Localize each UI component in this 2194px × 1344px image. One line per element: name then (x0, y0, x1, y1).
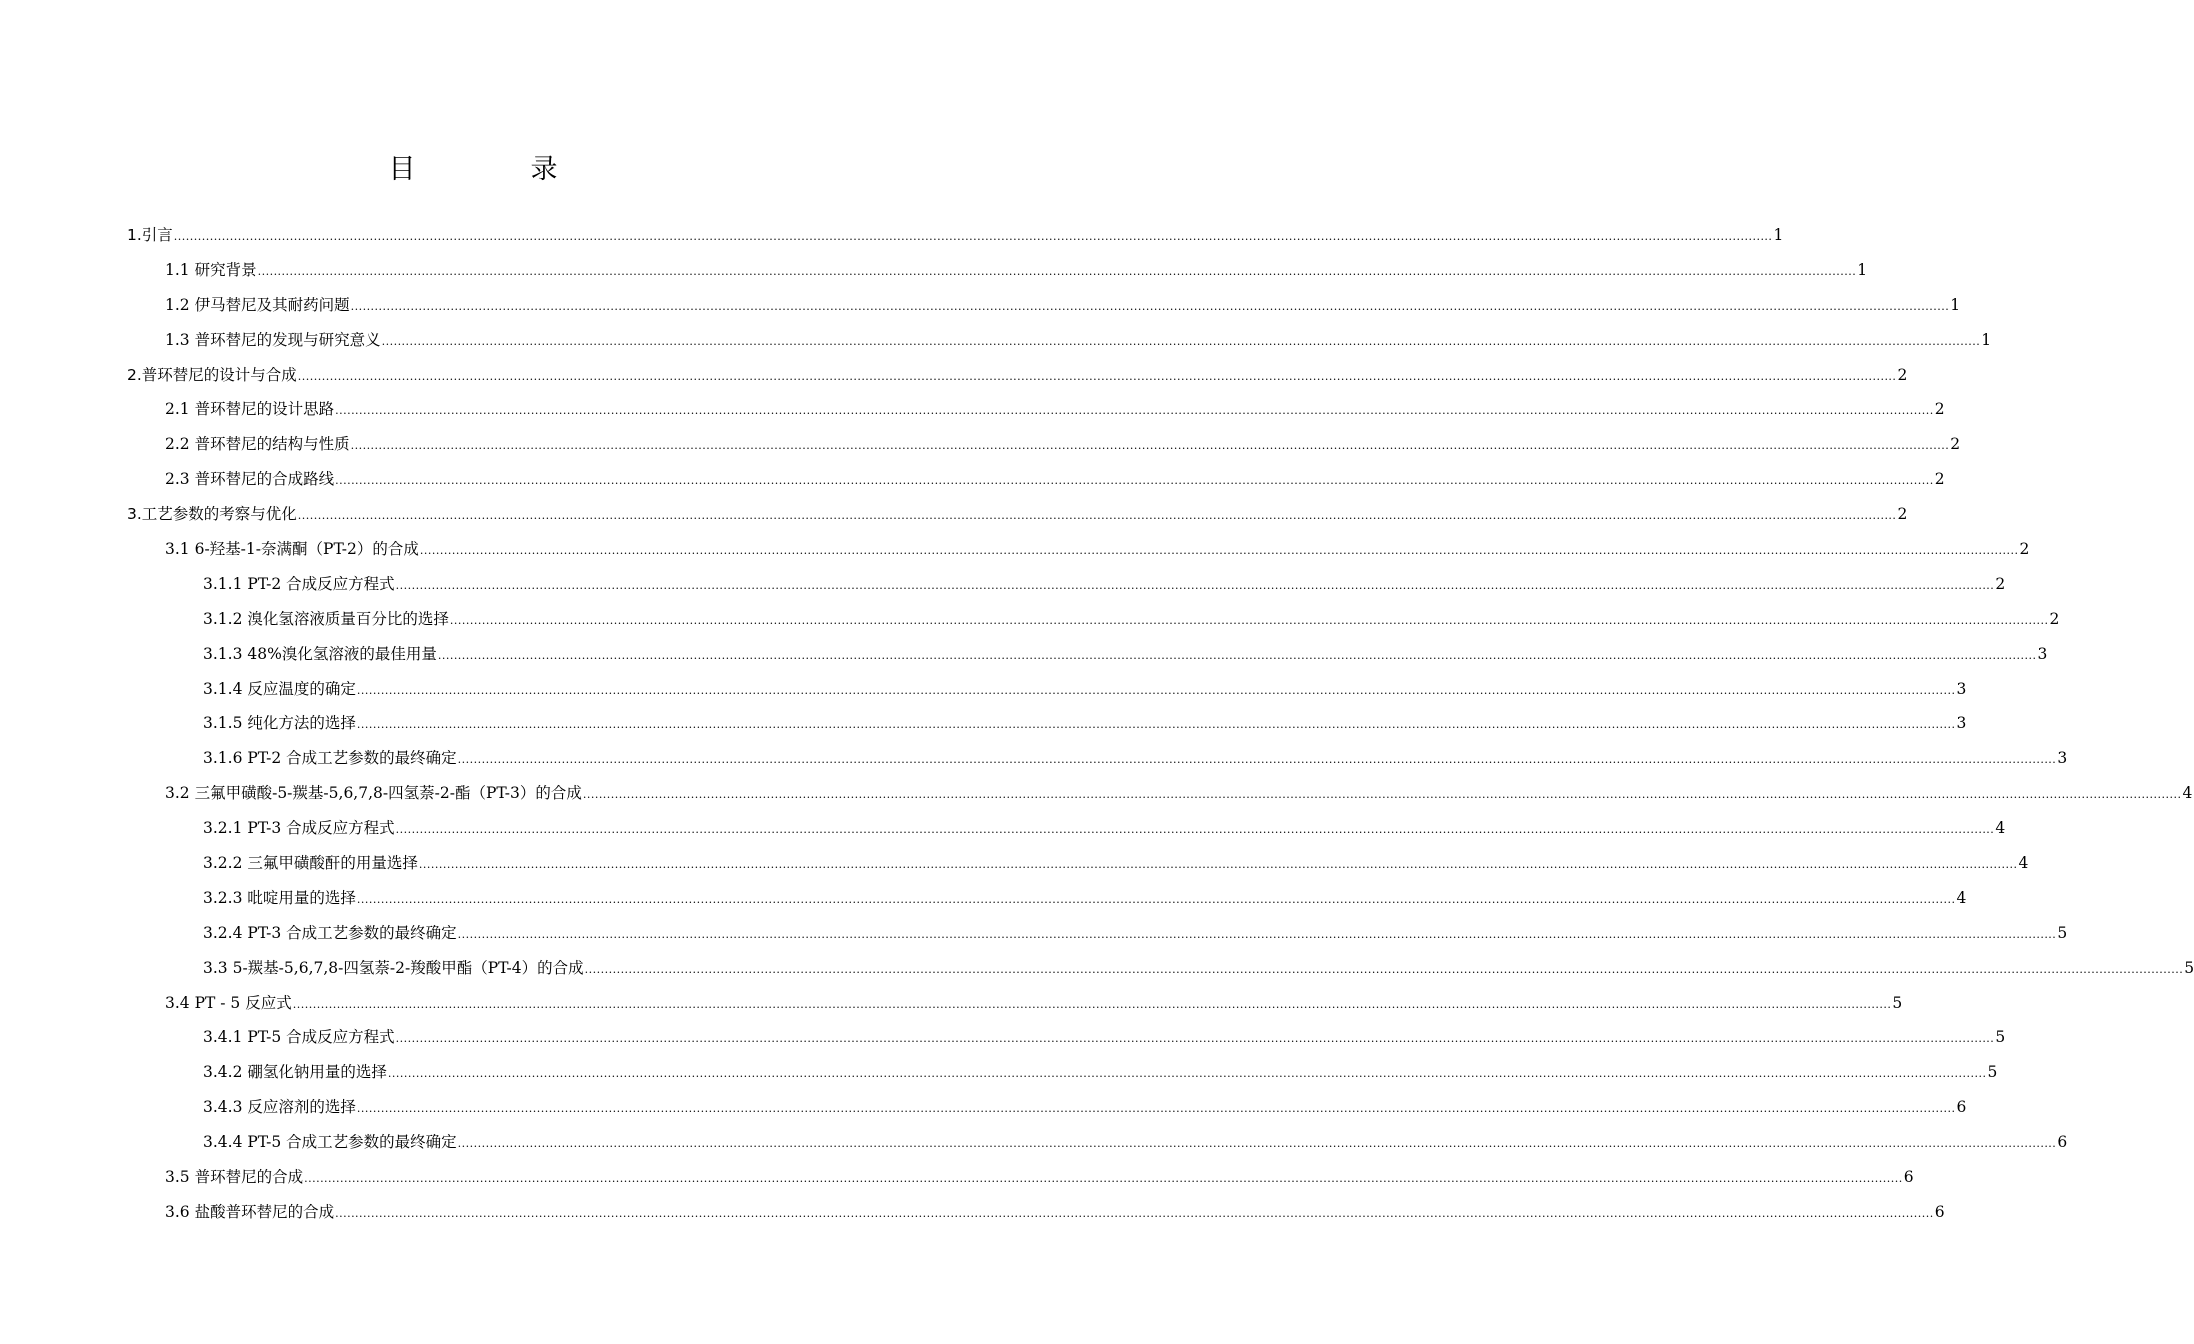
toc-entry[interactable] (127, 253, 1868, 288)
toc-page-number: 3 (1956, 679, 1967, 698)
toc-entry-title: 3.1.3 48%溴化氢溶液的最佳用量 (203, 644, 437, 663)
toc-entry[interactable] (127, 1055, 1998, 1090)
toc-dot-leader: ................................................................................................................................................................................................................................................................................................................................................................................................................ (437, 648, 2037, 662)
toc-page-number: 4 (2018, 854, 2029, 873)
toc-page-number: 1 (1981, 330, 1992, 349)
toc-dot-leader: ................................................................................................................................................................................................................................................................................................................................................................................................................ (335, 474, 1934, 488)
toc-entry-title: 3.2.4 PT-3 合成工艺参数的最终确定 (203, 923, 457, 942)
toc-entry-title: 2.普环替尼的设计与合成 (127, 365, 297, 384)
toc-entry-title: 2.2 普环替尼的结构与性质 (165, 435, 350, 454)
toc-dot-leader: ................................................................................................................................................................................................................................................................................................................................................................................................................ (418, 858, 2018, 872)
toc-entry-title: 2.3 普环替尼的合成路线 (165, 470, 335, 489)
toc-entry[interactable] (127, 846, 2029, 881)
toc-page-number: 4 (1995, 819, 2006, 838)
toc-page-number: 5 (1995, 1028, 2006, 1047)
toc-entry-title: 3.1.4 反应温度的确定 (203, 679, 356, 698)
page-title: 目 录 (388, 154, 602, 185)
toc-entry-title: 3.2 三氟甲磺酸-5-羰基-5,6,7,8-四氢萘-2-酯（PT-3）的合成 (165, 784, 582, 803)
toc-entry-title: 3.4.4 PT-5 合成工艺参数的最终确定 (203, 1133, 457, 1152)
toc-entry-title: 3.4.2 硼氢化钠用量的选择 (203, 1063, 387, 1082)
toc-entry[interactable] (127, 218, 1784, 253)
toc-dot-leader: ................................................................................................................................................................................................................................................................................................................................................................................................................ (350, 299, 1950, 313)
toc-dot-leader: ................................................................................................................................................................................................................................................................................................................................................................................................................ (304, 1172, 1903, 1186)
toc-entry[interactable] (127, 1195, 1945, 1230)
toc-entry[interactable] (127, 288, 1961, 323)
toc-entry[interactable] (127, 427, 1961, 462)
toc-entry[interactable] (127, 776, 2193, 811)
toc-dot-leader: ................................................................................................................................................................................................................................................................................................................................................................................................................ (292, 997, 1892, 1011)
toc-page-number: 6 (1956, 1098, 1967, 1117)
toc-entry[interactable] (127, 706, 1967, 741)
toc-dot-leader: ................................................................................................................................................................................................................................................................................................................................................................................................................ (582, 788, 2182, 802)
toc-dot-leader: ................................................................................................................................................................................................................................................................................................................................................................................................................ (356, 892, 1956, 906)
toc-dot-leader: ................................................................................................................................................................................................................................................................................................................................................................................................................ (335, 1206, 1934, 1220)
toc-entry-title: 3.1 6-羟基-1-奈满酮（PT-2）的合成 (165, 540, 419, 559)
toc-dot-leader: ................................................................................................................................................................................................................................................................................................................................................................................................................ (457, 753, 2057, 767)
toc-entry[interactable] (127, 986, 1903, 1021)
toc-entry-title: 3.6 盐酸普环替尼的合成 (165, 1202, 335, 1221)
toc-entry-title: 3.4 PT - 5 反应式 (165, 993, 292, 1012)
toc-entry[interactable] (127, 811, 2006, 846)
toc-entry-title: 3.4.3 反应溶剂的选择 (203, 1098, 356, 1117)
toc-page-number: 3 (2057, 749, 2068, 768)
toc-page-number: 2 (1934, 470, 1945, 489)
toc-page-number: 5 (2057, 923, 2068, 942)
toc-page-number: 5 (1987, 1063, 1998, 1082)
toc-entry[interactable] (127, 358, 1908, 393)
toc-dot-leader: ................................................................................................................................................................................................................................................................................................................................................................................................................ (297, 369, 1897, 383)
toc-entry[interactable] (127, 672, 1967, 707)
toc-entry-title: 3.1.5 纯化方法的选择 (203, 714, 356, 733)
toc-page-number: 2 (1995, 574, 2006, 593)
toc-page-number: 2 (1934, 400, 1945, 419)
toc-entry-title: 3.5 普环替尼的合成 (165, 1168, 304, 1187)
toc-entry[interactable] (127, 1090, 1967, 1125)
toc-dot-leader: ................................................................................................................................................................................................................................................................................................................................................................................................................ (356, 683, 1956, 697)
toc-entry-title: 1.引言 (127, 226, 173, 244)
toc-page-number: 3 (2037, 644, 2048, 663)
toc-list (127, 218, 2194, 1230)
toc-page-number: 1 (1773, 226, 1784, 244)
toc-entry[interactable] (127, 1125, 2068, 1160)
toc-entry-title: 3.3 5-羰基-5,6,7,8-四氢萘-2-羧酸甲酯（PT-4）的合成 (203, 958, 584, 977)
toc-dot-leader: ................................................................................................................................................................................................................................................................................................................................................................................................................ (395, 823, 1995, 837)
toc-entry[interactable] (127, 951, 2194, 986)
toc-entry[interactable] (127, 741, 2068, 776)
toc-entry-title: 3.1.6 PT-2 合成工艺参数的最终确定 (203, 749, 457, 768)
toc-page-number: 6 (1934, 1202, 1945, 1221)
toc-entry[interactable] (127, 602, 2060, 637)
toc-page-number: 6 (2057, 1133, 2068, 1152)
toc-dot-leader: ................................................................................................................................................................................................................................................................................................................................................................................................................ (395, 578, 1995, 592)
toc-dot-leader: ................................................................................................................................................................................................................................................................................................................................................................................................................ (395, 1032, 1995, 1046)
toc-dot-leader: ................................................................................................................................................................................................................................................................................................................................................................................................................ (356, 1102, 1956, 1116)
toc-entry[interactable] (127, 637, 2048, 672)
toc-page-number: 2 (2019, 540, 2030, 559)
toc-page-number: 2 (1897, 365, 1908, 384)
toc-entry-title: 3.1.1 PT-2 合成反应方程式 (203, 574, 395, 593)
toc-dot-leader: ................................................................................................................................................................................................................................................................................................................................................................................................................ (449, 613, 2049, 627)
toc-dot-leader: ................................................................................................................................................................................................................................................................................................................................................................................................................ (173, 230, 1773, 243)
toc-dot-leader: ................................................................................................................................................................................................................................................................................................................................................................................................................ (584, 962, 2184, 976)
toc-entry[interactable] (127, 392, 1945, 427)
toc-dot-leader: ................................................................................................................................................................................................................................................................................................................................................................................................................ (381, 334, 1981, 348)
toc-entry[interactable] (127, 1020, 2006, 1055)
toc-entry-title: 3.2.1 PT-3 合成反应方程式 (203, 819, 395, 838)
toc-entry-title: 3.1.2 溴化氢溶液质量百分比的选择 (203, 609, 449, 628)
toc-dot-leader: ................................................................................................................................................................................................................................................................................................................................................................................................................ (419, 544, 2019, 558)
toc-entry-title: 3.工艺参数的考察与优化 (127, 505, 297, 524)
toc-dot-leader: ................................................................................................................................................................................................................................................................................................................................................................................................................ (356, 718, 1956, 732)
toc-page-number: 5 (2184, 958, 2194, 977)
toc-entry[interactable] (127, 881, 1967, 916)
toc-dot-leader: ................................................................................................................................................................................................................................................................................................................................................................................................................ (297, 509, 1897, 523)
toc-page-number: 2 (1897, 505, 1908, 524)
toc-page-number: 3 (1956, 714, 1967, 733)
toc-dot-leader: ................................................................................................................................................................................................................................................................................................................................................................................................................ (257, 264, 1857, 278)
toc-page-number: 1 (1950, 295, 1961, 314)
toc-dot-leader: ................................................................................................................................................................................................................................................................................................................................................................................................................ (335, 404, 1934, 418)
toc-entry-title: 1.2 伊马替尼及其耐药问题 (165, 295, 350, 314)
toc-entry[interactable] (127, 567, 2006, 602)
toc-entry-title: 1.1 研究背景 (165, 260, 257, 279)
toc-entry[interactable] (127, 532, 2030, 567)
toc-entry[interactable] (127, 497, 1908, 532)
toc-dot-leader: ................................................................................................................................................................................................................................................................................................................................................................................................................ (457, 1137, 2057, 1151)
toc-dot-leader: ................................................................................................................................................................................................................................................................................................................................................................................................................ (387, 1067, 1987, 1081)
toc-entry-title: 2.1 普环替尼的设计思路 (165, 400, 335, 419)
toc-entry[interactable] (127, 323, 1992, 358)
toc-entry[interactable] (127, 462, 1945, 497)
toc-page-number: 2 (1950, 435, 1961, 454)
toc-page-number: 4 (2182, 784, 2193, 803)
toc-dot-leader: ................................................................................................................................................................................................................................................................................................................................................................................................................ (457, 927, 2057, 941)
toc-page-number: 6 (1903, 1168, 1914, 1187)
toc-entry-title: 3.4.1 PT-5 合成反应方程式 (203, 1028, 395, 1047)
toc-entry-title: 3.2.2 三氟甲磺酸酐的用量选择 (203, 854, 418, 873)
toc-page-number: 4 (1956, 888, 1967, 907)
toc-dot-leader: ................................................................................................................................................................................................................................................................................................................................................................................................................ (350, 439, 1950, 453)
toc-entry-title: 1.3 普环替尼的发现与研究意义 (165, 330, 381, 349)
toc-entry[interactable] (127, 1160, 1914, 1195)
toc-page-number: 1 (1857, 260, 1868, 279)
toc-page-number: 5 (1892, 993, 1903, 1012)
toc-entry-title: 3.2.3 吡啶用量的选择 (203, 888, 356, 907)
toc-page-number: 2 (2049, 609, 2060, 628)
toc-entry[interactable] (127, 916, 2068, 951)
